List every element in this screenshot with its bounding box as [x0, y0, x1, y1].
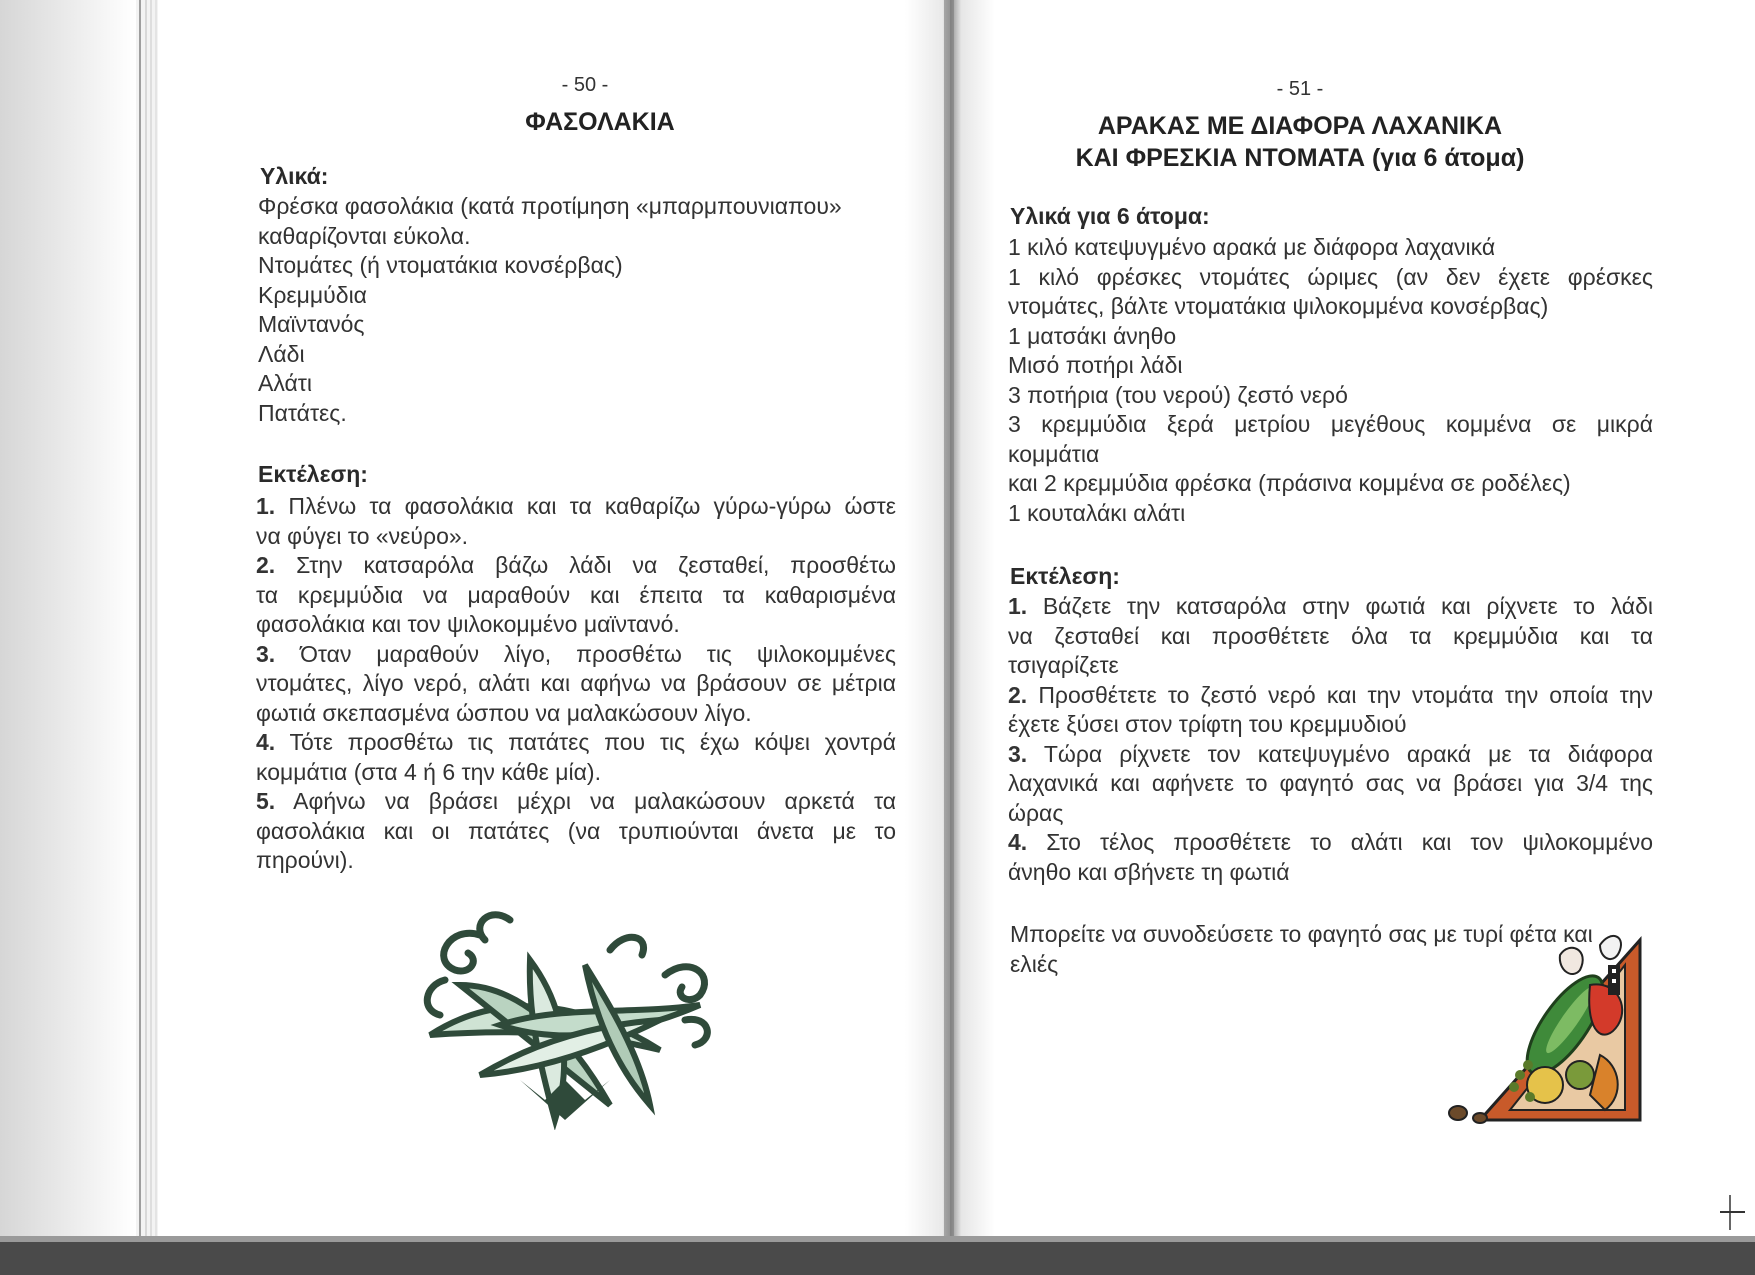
step-number: 3. — [1008, 740, 1028, 767]
step-line: πηρούνι). — [256, 847, 354, 873]
step-line: να φύγει το «νεύρο». — [256, 522, 469, 549]
right-title-line1: ΑΡΑΚΑΣ ΜΕ ΔΙΑΦΟΡΑ ΛΑΧΑΝΙΚΑ — [1097, 112, 1503, 140]
left-ingredients-heading: Υλικά: — [260, 163, 329, 189]
step-number: 1. — [1008, 593, 1028, 619]
step-line: φασολάκια και τον ψιλοκομμένο μαϊντανό. — [256, 611, 680, 637]
ingredient-line: Μαϊντανός — [258, 311, 365, 337]
step-line — [256, 640, 896, 670]
ingredient-line: 1 κιλό φρέσκες ντομάτες ώριμες (αν δεν έχετε φρέσκες — [1008, 263, 1653, 290]
step-line: έχετε ξύσει στον τρίφτη του κρεμμυδιού — [1008, 711, 1407, 737]
step-line: τα κρεμμύδια να μαραθούν και έπειτα τα καθαρισμένα — [256, 581, 896, 608]
ingredient-line: Μισό ποτήρι λάδι — [1008, 352, 1183, 378]
right-title-main: ΚΑΙ ΦΡΕΣΚΙΑ ΝΤΟΜΑΤΑ — [1075, 144, 1366, 172]
left-recipe-title: ΦΑΣΟΛΑΚΙΑ — [525, 108, 675, 136]
right-method-heading: Εκτέλεση: — [1010, 563, 1120, 589]
step-text: Προσθέτετε το ζεστό νερό και την ντομάτα την οποία την — [1038, 681, 1654, 708]
note-line: ελιές — [1010, 950, 1059, 977]
right-title-line2 — [1010, 142, 1590, 174]
right-page-number: - 51 - — [1276, 78, 1324, 100]
step-number: 4. — [256, 729, 276, 755]
ingredient-line: ντομάτες, βάλτε ντοματάκια ψιλοκομμένα κονσέρβας) — [1008, 293, 1549, 319]
step-text: Στην κατσαρόλα βάζω λάδι να ζεσταθεί, προσθέτω — [296, 552, 896, 578]
step-number: 2. — [256, 552, 276, 578]
step-number: 5. — [256, 788, 276, 814]
green-beans-illustration — [410, 905, 730, 1130]
right-title-servings: (για 6 άτομα) — [1371, 144, 1525, 172]
ingredient-line: 1 ματσάκι άνηθο — [1008, 322, 1177, 349]
step-line: λαχανικά και αφήνετε το φαγητό σας να βράσει για 3/4 της — [1008, 770, 1653, 796]
step-line: ώρας — [1008, 799, 1064, 826]
right-method-steps — [1008, 592, 1653, 887]
step-text: Αφήνω να βράσει μέχρι να μαλακώσουν αρκετά τα — [293, 788, 896, 814]
step-number: 4. — [1008, 829, 1028, 855]
ingredient-line: Αλάτι — [258, 370, 312, 396]
step-line — [1008, 592, 1653, 622]
right-ingredients-heading: Υλικά για 6 άτομα: — [1010, 203, 1210, 229]
left-method-steps — [256, 492, 896, 876]
step-line: φωτιά σκεπασμένα ώσπου να μαλακώσουν λίγο. — [256, 699, 752, 726]
ingredient-line: κομμάτια — [1008, 440, 1100, 467]
left-ingredients-list — [258, 192, 908, 428]
step-text: Τότε προσθέτω τις πατάτες που τις έχω κόψει χοντρά — [289, 729, 896, 755]
ingredient-line: 3 ποτήρια (του νερού) ζεστό νερό — [1008, 381, 1348, 408]
ingredient-line: και 2 κρεμμύδια φρέσκα (πράσινα κομμένα σε ροδέλες) — [1008, 470, 1571, 496]
right-recipe-title — [1010, 110, 1590, 174]
left-method-heading: Εκτέλεση: — [258, 461, 368, 487]
ingredient-line: 1 κιλό κατεψυγμένο αρακά με διάφορα λαχανικά — [1008, 234, 1496, 260]
step-text: Τώρα ρίχνετε τον κατεψυγμένο αρακά με τα διάφορα — [1043, 740, 1653, 767]
step-line — [256, 787, 896, 817]
step-line: φασολάκια και οι πατάτες (να τρυπιούνται άνετα με το — [256, 817, 896, 844]
step-text: Στο τέλος προσθέτετε το αλάτι και τον ψιλοκομμένο — [1046, 829, 1654, 855]
ingredient-line: Λάδι — [258, 340, 305, 367]
ingredient-line: 1 κουταλάκι αλάτι — [1008, 499, 1186, 526]
step-line — [1008, 681, 1653, 711]
step-line — [256, 728, 896, 758]
step-line — [256, 551, 896, 581]
ingredient-line: Πατάτες. — [258, 399, 347, 426]
step-text: Πλένω τα φασολάκια και τα καθαρίζω γύρω-γύρω ώστε — [288, 493, 897, 519]
step-line: ντομάτες, λίγο νερό, αλάτι και αφήνω να βράσουν σε μέτρια — [256, 670, 896, 696]
ingredient-line: 3 κρεμμύδια ξερά μετρίου μεγέθους κομμένα σε μικρά — [1008, 411, 1653, 437]
step-line: να ζεσταθεί και προσθέτετε όλα τα κρεμμύδια και τα — [1008, 622, 1653, 649]
left-page-number: - 50 - — [561, 74, 609, 96]
ingredient-line: Ντομάτες (ή ντοματάκια κονσέρβας) — [258, 252, 623, 278]
step-line: κομμάτια (στα 4 ή 6 την κάθε μία). — [256, 758, 601, 785]
step-number: 2. — [1008, 681, 1028, 708]
step-text: Όταν μαραθούν λίγο, προσθέτω τις ψιλοκομμένες — [300, 640, 896, 667]
step-line: τσιγαρίζετε — [1008, 652, 1119, 678]
step-line: άνηθο και σβήνετε τη φωτιά — [1008, 858, 1290, 885]
ingredient-line: καθαρίζονται εύκολα. — [258, 222, 471, 249]
step-text: Βάζετε την κατσαρόλα στην φωτιά και ρίχνετε το λάδι — [1042, 593, 1653, 619]
step-line — [1008, 828, 1653, 858]
step-number: 3. — [256, 640, 276, 667]
step-line — [256, 492, 896, 522]
right-ingredients-list — [1008, 233, 1653, 528]
step-number: 1. — [256, 493, 276, 519]
ingredient-line: Φρέσκα φασολάκια (κατά προτίμηση «μπαρμπουνιαπου» — [258, 193, 842, 219]
note-line: Μπορείτε να συνοδεύσετε το φαγητό σας με τυρί φέτα και — [1010, 921, 1593, 947]
ingredient-line: Κρεμμύδια — [258, 281, 367, 308]
vegetables-illustration — [1440, 925, 1655, 1125]
step-line — [1008, 740, 1653, 770]
